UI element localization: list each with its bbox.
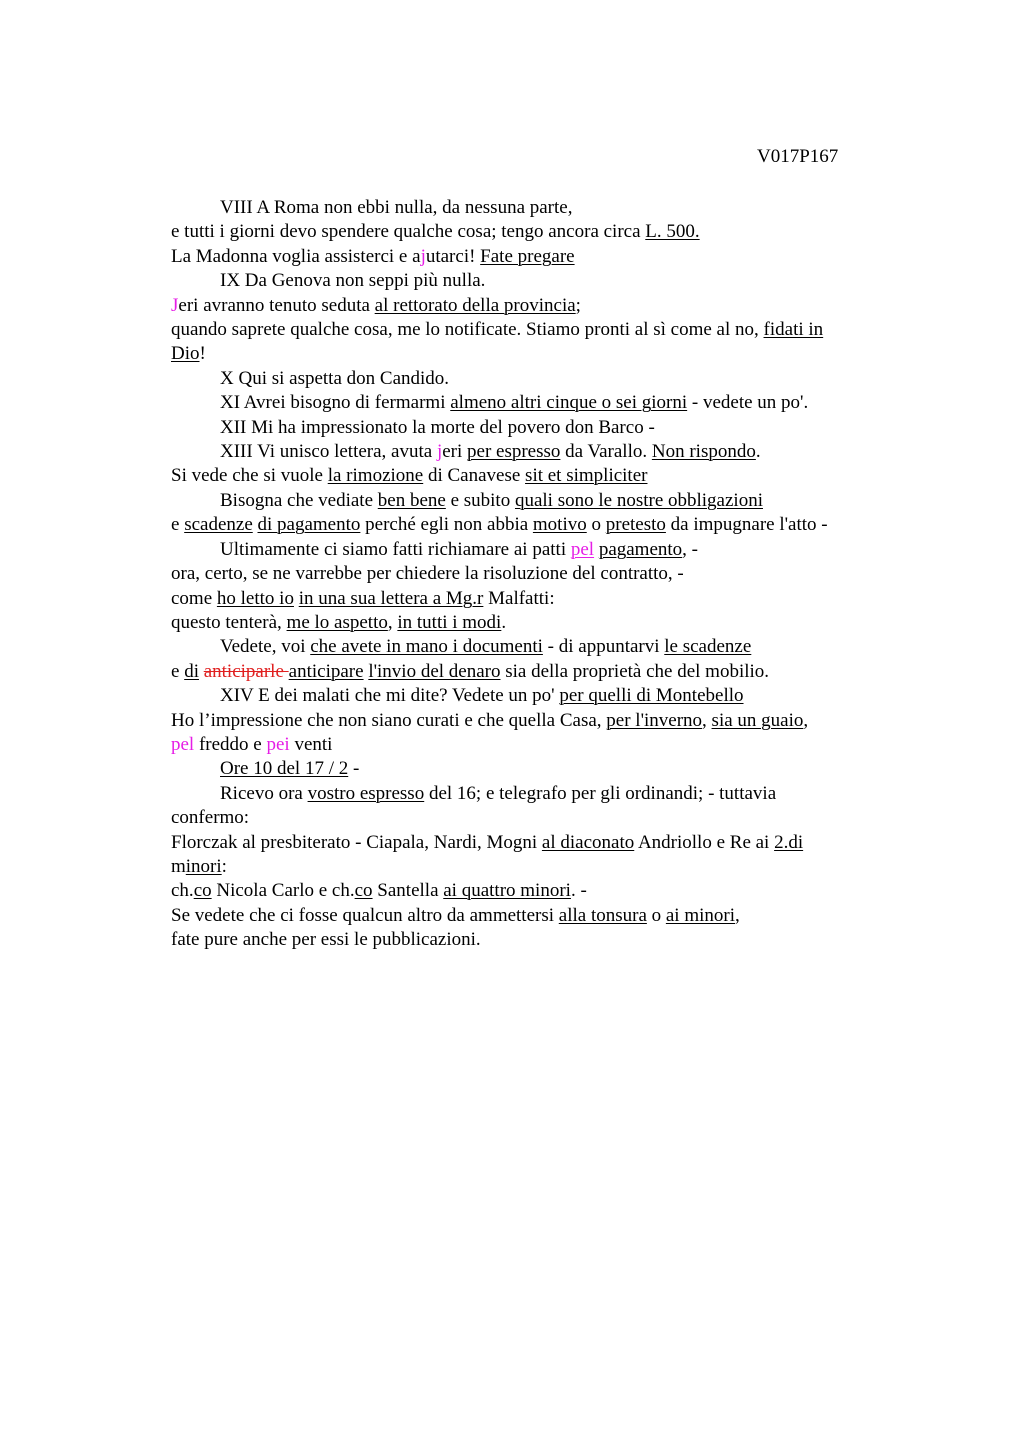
text-segment: . - <box>570 880 587 902</box>
text-line <box>171 220 901 244</box>
underlined-text: quali sono le nostre obbligazioni <box>514 489 763 511</box>
underlined-text: in tutti i modi <box>397 611 502 633</box>
highlighted-correction: J <box>171 294 179 316</box>
underlined-text: inori <box>185 855 222 877</box>
text-segment: Andriollo e Re ai <box>634 831 775 853</box>
underlined-text: me lo aspetto <box>286 611 388 633</box>
text-segment: Si vede che si vuole <box>171 465 328 487</box>
text-segment: Ricevo ora <box>220 782 308 804</box>
highlighted-correction: pei <box>266 733 290 755</box>
text-segment: IX Da Genova non seppi più nulla. <box>220 270 486 292</box>
text-line <box>171 709 901 733</box>
text-segment: XI Avrei bisogno di fermarmi <box>220 392 451 414</box>
text-line <box>171 391 901 415</box>
underlined-text: Non rispondo <box>651 441 756 463</box>
text-line <box>171 635 901 659</box>
text-segment: La Madonna voglia assisterci e a <box>171 245 421 267</box>
underlined-text: le scadenze <box>664 636 752 658</box>
text-line <box>171 245 901 269</box>
text-segment: Ultimamente ci siamo fatti richiamare ai patti <box>220 538 571 560</box>
underlined-text: di pagamento <box>257 514 361 536</box>
text-line <box>171 879 901 903</box>
text-segment: sia della proprietà che del mobilio. <box>500 660 770 682</box>
underlined-text: al diaconato <box>541 831 635 853</box>
underlined-text: scadenze <box>184 514 253 536</box>
underlined-text: sit et simpliciter <box>525 465 648 487</box>
text-segment: e <box>171 514 185 536</box>
page-identifier: V017P167 <box>757 146 839 167</box>
text-segment: eri avranno tenuto seduta <box>178 294 375 316</box>
text-segment: XII Mi ha impressionato la morte del povero don Barco - <box>220 416 655 438</box>
underlined-text: per l'inverno <box>606 709 703 731</box>
text-segment: ; <box>575 294 581 316</box>
text-segment: . <box>755 441 761 463</box>
underlined-text: la rimozione <box>327 465 424 487</box>
underlined-text: fidati in <box>763 319 824 341</box>
text-segment: Nicola Carlo e ch. <box>211 880 355 902</box>
text-segment: Florczak al presbiterato - Ciapala, Nardi, Mogni <box>171 831 542 853</box>
text-segment: e tutti i giorni devo spendere qualche cosa; tengo ancora circa <box>171 221 646 243</box>
underlined-text: pagamento <box>598 538 683 560</box>
text-line <box>171 855 901 879</box>
text-segment: da Varallo. <box>560 441 652 463</box>
text-line <box>171 757 901 781</box>
underlined-text: l'invio del denaro <box>368 660 501 682</box>
underlined-text: al rettorato della provincia <box>374 294 576 316</box>
highlighted-correction: j <box>420 245 426 267</box>
text-line <box>171 440 901 464</box>
highlighted-correction: j <box>436 441 443 463</box>
text-line <box>171 513 901 537</box>
text-segment: . <box>501 611 507 633</box>
text-line <box>171 318 901 342</box>
text-segment: questo tenterà, <box>171 611 287 633</box>
text-segment: o <box>586 514 606 536</box>
underlined-text: L. 500. <box>645 221 700 243</box>
underlined-text: per espresso <box>467 441 561 463</box>
underlined-text: almeno altri cinque o sei giorni <box>450 392 688 414</box>
text-segment: come <box>171 587 217 609</box>
highlighted-correction: pel <box>171 733 195 755</box>
text-line <box>171 294 901 318</box>
underlined-text: vostro espresso <box>307 782 425 804</box>
underlined-text: di <box>184 660 199 682</box>
text-line <box>171 587 901 611</box>
text-segment: freddo e <box>194 733 267 755</box>
text-segment: ora, certo, se ne varrebbe per chiedere la risoluzione del contratto, - <box>171 563 684 585</box>
letter-body <box>171 196 901 953</box>
text-segment: eri <box>442 441 468 463</box>
underlined-text: anticipare <box>288 660 364 682</box>
text-segment: Malfatti: <box>483 587 555 609</box>
text-segment: perché egli non abbia <box>360 514 533 536</box>
underlined-text: ai quattro minori <box>443 880 571 902</box>
underlined-text: Fate pregare <box>480 245 575 267</box>
text-segment: X Qui si aspetta don Candido. <box>220 367 450 389</box>
underlined-text: ho letto io <box>216 587 294 609</box>
text-line <box>171 806 901 830</box>
text-segment: e subito <box>445 489 515 511</box>
text-segment: di Canavese <box>423 465 526 487</box>
text-line <box>171 831 901 855</box>
text-segment: , <box>735 904 740 926</box>
text-line <box>171 489 901 513</box>
underlined-text: Dio <box>171 343 200 365</box>
text-line <box>171 196 901 220</box>
text-segment: - <box>348 758 360 780</box>
struck-out-text: anticiparle <box>203 660 289 682</box>
text-line <box>171 733 901 757</box>
text-segment: - di appuntarvi <box>542 636 665 658</box>
underlined-text: sia un guaio <box>711 709 804 731</box>
text-segment: : <box>221 855 227 877</box>
text-segment: o <box>646 904 666 926</box>
text-segment: quando saprete qualche cosa, me lo notificate. Stiamo pronti al sì come al no, <box>171 319 764 341</box>
text-line <box>171 660 901 684</box>
text-segment: del 16; e telegrafo per gli ordinandi; - tuttavia <box>424 782 777 804</box>
text-line <box>171 928 901 952</box>
underlined-text: alla tonsura <box>558 904 647 926</box>
text-segment: m <box>171 855 186 877</box>
highlighted-underlined-text: pel <box>570 538 595 560</box>
underlined-text: co <box>354 880 373 902</box>
text-line <box>171 684 901 708</box>
text-line <box>171 562 901 586</box>
text-line <box>171 342 901 366</box>
text-segment: ch. <box>171 880 194 902</box>
underlined-text: pretesto <box>605 514 666 536</box>
underlined-text: ai minori <box>665 904 736 926</box>
text-segment: utarci! <box>425 245 481 267</box>
text-line <box>171 904 901 928</box>
underlined-text: ben bene <box>377 489 446 511</box>
text-segment: VIII A Roma non ebbi nulla, da nessuna parte, <box>220 197 573 218</box>
text-line <box>171 416 901 440</box>
text-segment: ! <box>199 343 206 365</box>
text-line <box>171 538 901 562</box>
text-segment: , <box>387 611 398 633</box>
text-segment: , <box>803 709 809 731</box>
text-segment: e <box>171 660 185 682</box>
text-segment: Vedete, voi <box>220 636 311 658</box>
underlined-text: Ore 10 del 17 / 2 <box>220 758 349 780</box>
text-segment: XIV E dei malati che mi dite? Vedete un po' <box>220 685 560 707</box>
underlined-text: in una sua lettera a Mg.r <box>298 587 484 609</box>
underlined-text: che avete in mano i documenti <box>310 636 543 658</box>
text-segment: da impugnare l'atto - <box>665 514 828 536</box>
text-segment: , - <box>682 538 698 560</box>
underlined-text: motivo <box>532 514 587 536</box>
text-line <box>171 269 901 293</box>
text-segment: confermo: <box>171 807 250 829</box>
underlined-text: co <box>193 880 212 902</box>
text-segment: venti <box>289 733 333 755</box>
text-line <box>171 611 901 635</box>
text-segment: Se vedete che ci fosse qualcun altro da ammettersi <box>171 904 559 926</box>
text-segment: Bisogna che vediate <box>220 489 378 511</box>
text-segment: Santella <box>372 880 444 902</box>
underlined-text: 2.di <box>774 831 804 853</box>
text-line <box>171 464 901 488</box>
text-segment: - vedete un po'. <box>687 392 809 414</box>
text-line <box>171 367 901 391</box>
text-segment: fate pure anche per essi le pubblicazioni. <box>171 929 481 951</box>
text-line <box>171 782 901 806</box>
text-segment: Ho l’impressione che non siano curati e che quella Casa, <box>171 709 607 731</box>
underlined-text: per quelli di Montebello <box>559 685 744 707</box>
text-segment: XIII Vi unisco lettera, avuta <box>220 441 437 463</box>
text-segment: , <box>702 709 712 731</box>
